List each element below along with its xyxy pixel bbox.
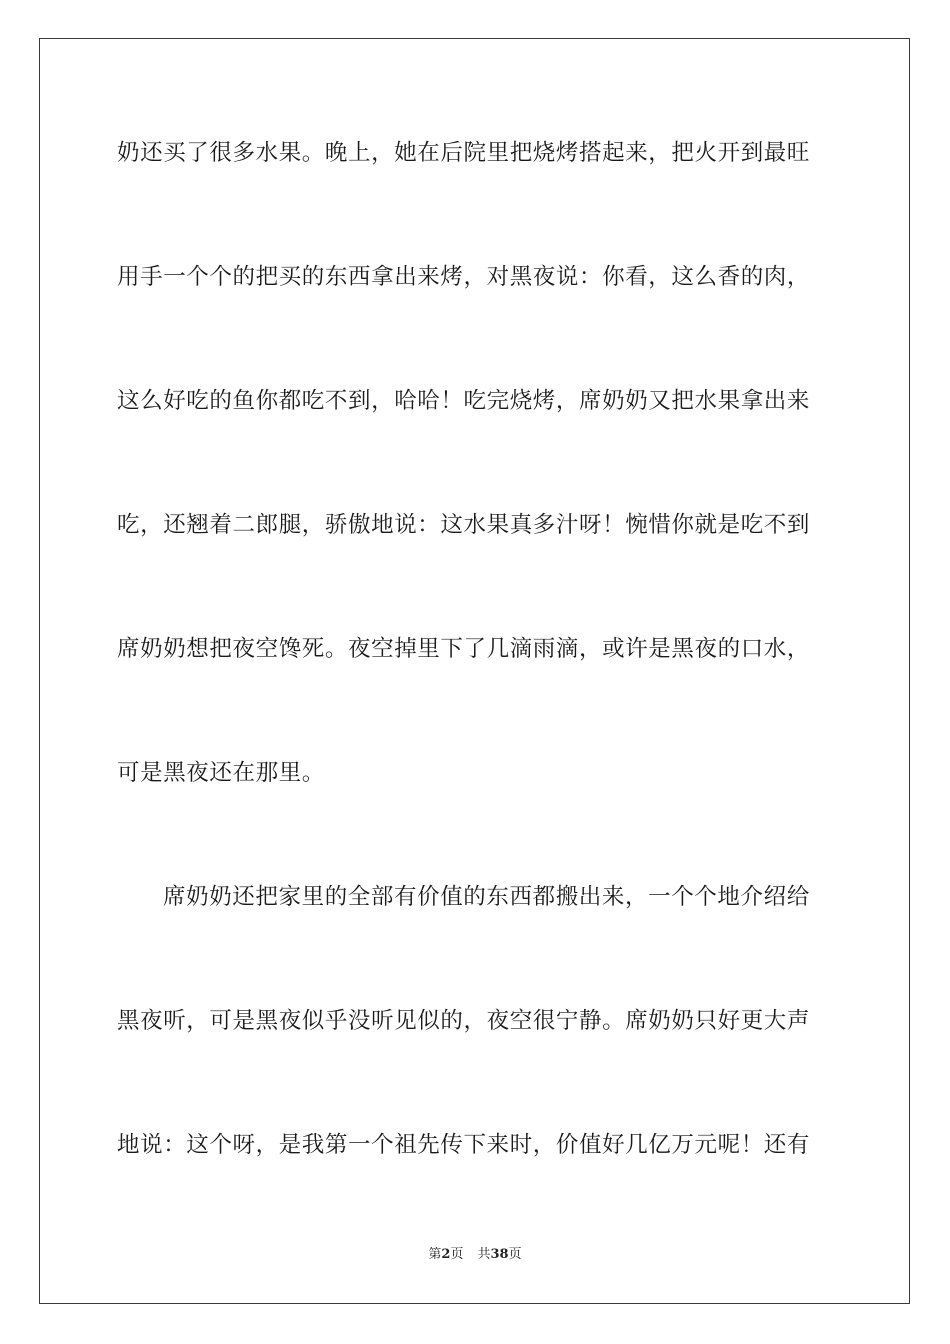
page-number: 2: [441, 1247, 451, 1262]
page-border: [39, 38, 910, 1304]
text-line-8: 黑夜听，可是黑夜似乎没听见似的，夜空很宁静。席奶奶只好更大声: [117, 1008, 811, 1034]
page-suffix: 页: [450, 1247, 464, 1262]
text-line-6: 可是黑夜还在那里。: [117, 760, 325, 786]
text-line-5: 席奶奶想把夜空馋死。夜空掉里下了几滴雨滴，或许是黑夜的口水，: [117, 636, 811, 662]
total-suffix: 页: [508, 1247, 522, 1262]
text-line-1: 奶还买了很多水果。晚上，她在后院里把烧烤搭起来，把火开到最旺: [117, 140, 811, 166]
total-prefix: 共: [477, 1247, 491, 1262]
text-line-4: 吃，还翘着二郎腿，骄傲地说：这水果真多汁呀！惋惜你就是吃不到: [117, 512, 811, 538]
text-line-3: 这么好吃的鱼你都吃不到，哈哈！吃完烧烤，席奶奶又把水果拿出来: [117, 388, 811, 414]
paragraph-start-line: 席奶奶还把家里的全部有价值的东西都搬出来，一个个地介绍给: [163, 884, 810, 910]
page-footer: [0, 1246, 950, 1264]
text-line-2: 用手一个个的把买的东西拿出来烤，对黑夜说：你看，这么香的肉，: [117, 264, 811, 290]
total-pages: 38: [490, 1247, 509, 1262]
text-line-9: 地说：这个呀，是我第一个祖先传下来时，价值好几亿万元呢！还有: [117, 1132, 811, 1158]
page-prefix: 第: [428, 1247, 442, 1262]
